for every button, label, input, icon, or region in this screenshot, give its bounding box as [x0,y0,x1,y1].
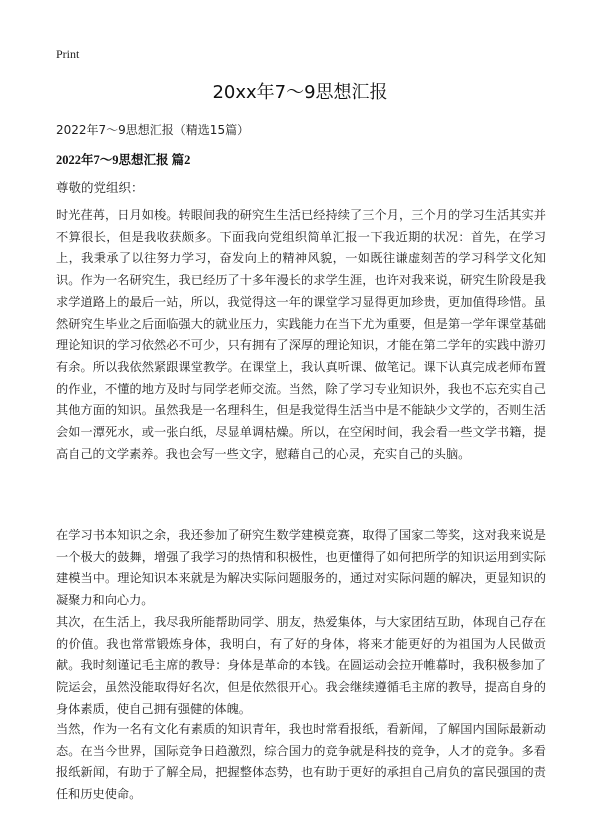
print-link[interactable]: Print [56,47,80,61]
paragraph-competition: 在学习书本知识之余，我还参加了研究生数学建模竞赛，取得了国家二等奖，这对我来说是一个极大的鼓舞，增强了我学习的热情和积极性，也更懂得了如何把所学的知识运用到实际建模当中。理论知识本来就是为解决实际问题服务的，通过对实际问题的解决，更显知识的凝聚力和向心力。 [56,528,546,608]
document-subtitle: 2022年7～9思想汇报（精选15篇） [56,123,250,137]
paragraph-study: 时光荏苒，日月如梭。转眼间我的研究生生活已经持续了三个月，三个月的学习生活其实并不算很长，但是我收获颇多。下面我向党组织简单汇报一下我近期的状况：首先，在学习上，我秉承了以往努力学习，奋发向上的精神风貌，一如既往谦虚刻苦的学习科学文化知识。作为一名研究生，我已经历了十多年漫长的求学生涯，也许对我来说，研究生阶段是我求学道路上的最后一站，所以，我觉得这一年的课堂学习显得更加珍贵，更加值得珍惜。虽然研究生毕业之后面临强大的就业压力，实践能力在当下尤为重要，但是第一学年课堂基础理论知识的学习依然必不可少，只有拥有了深厚的理论知识，才能在第二学年的实践中游刃有余。所以我依然紧跟课堂教学。在课堂上，我认真听课、做笔记。课下认真完成老师布置的作业，不懂的地方及时与同学老师交流。当然，除了学习专业知识外，我也不忘充实自己其他方面的知识。虽然我是一名理科生，但是我觉得生活当中是不能缺少文学的，否则生活会如一潭死水，或一张白纸，尽显单调枯燥。所以，在空闲时间，我会看一些文学书籍，提高自己的文学素养。我也会写一些文字，慰藉自己的心灵，充实自己的头脑。 [56,208,546,461]
section-heading: 2022年7～9思想汇报 篇2 [56,153,191,167]
paragraph-news: 当然，作为一名有文化有素质的知识青年，我也时常看报纸，看新闻，了解国内国际最新动态。在当今世界，国际竞争日趋激烈，综合国力的竞争就是科技的竞争，人才的竞争。多看报纸新闻，有助于了解全局，把握整体态势，也有助于更好的承担自己肩负的富民强国的责任和历史使命。 [56,722,546,802]
salutation: 尊敬的党组织： [56,180,144,195]
document-title: 20xx年7～9思想汇报 [212,82,388,103]
paragraph-life: 其次，在生活上，我尽我所能帮助同学、朋友，热爱集体，与大家团结互助，体现自己存在的价值。我也常常锻炼身体，我明白，有了好的身体，将来才能更好的为祖国为人民做贡献。我时刻谨记毛主席的教导：身体是革命的本钱。在圆运动会拉开帷幕时，我积极参加了院运会，虽然没能取得好名次，但是依然很开心。我会继续遵循毛主席的教导，提高自身的身体素质，使自己拥有强健的体魄。 [56,615,546,716]
